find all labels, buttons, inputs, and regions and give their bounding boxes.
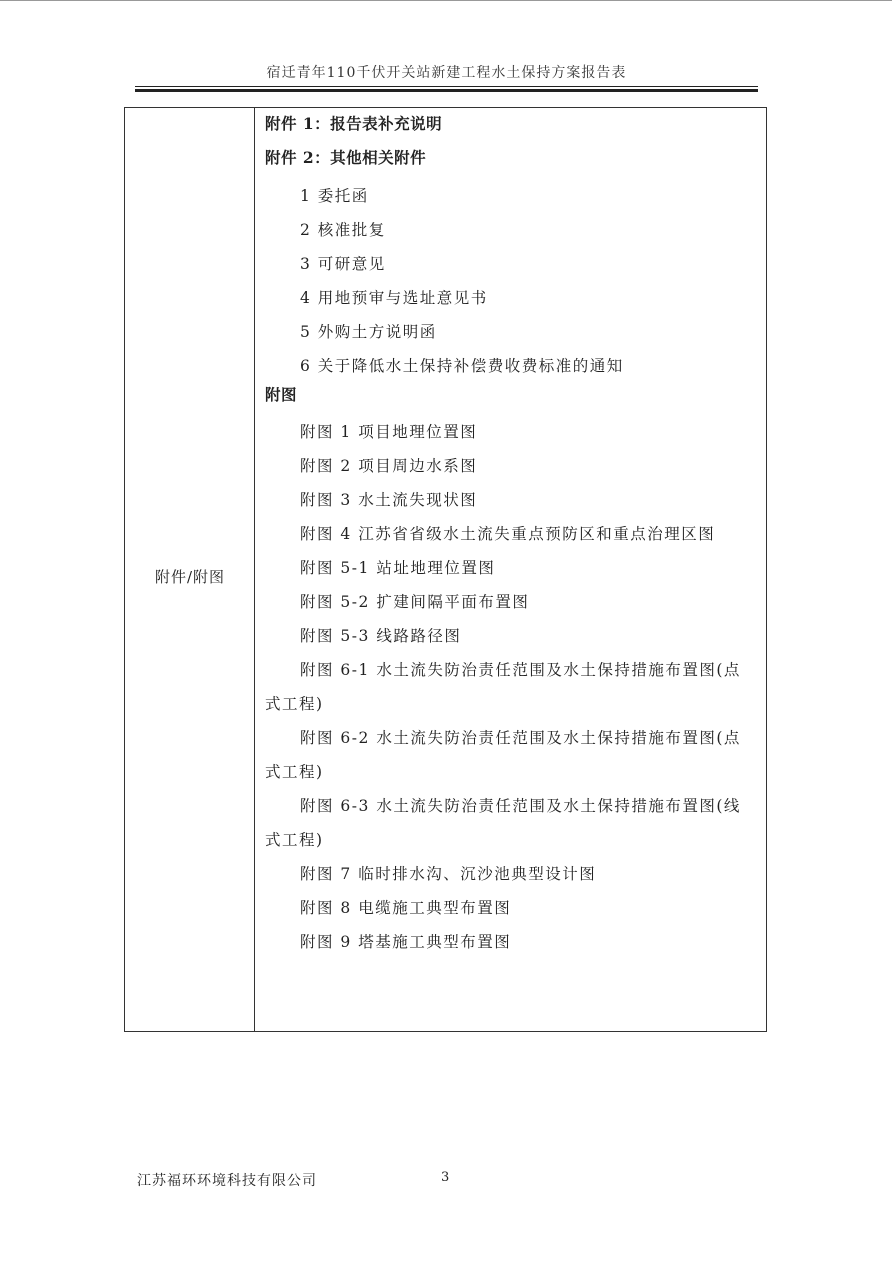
list-item: 2 核准批复 [300,221,386,239]
attachment-1-heading: 附件 1：报告表补充说明 [265,114,443,133]
header-rule-thin [135,86,758,87]
list-item-continuation: 式工程) [265,831,324,849]
header-rule-thick [135,89,758,92]
list-item: 6 关于降低水土保持补偿费收费标准的通知 [300,357,624,375]
list-item: 5 外购土方说明函 [300,323,437,341]
top-border [0,0,892,1]
list-item: 附图 6-3 水土流失防治责任范围及水土保持措施布置图(线 [300,797,741,815]
label-text: 附件/附图 [154,568,226,586]
page-header-title: 宿迁青年110千伏开关站新建工程水土保持方案报告表 [266,65,627,81]
list-item: 3 可研意见 [300,255,386,273]
list-item: 附图 6-2 水土流失防治责任范围及水土保持措施布置图(点 [300,729,741,747]
list-item: 附图 8 电缆施工典型布置图 [300,899,512,917]
footer-company: 江苏福环环境科技有限公司 [137,1173,317,1189]
page-number: 3 [441,1170,450,1185]
list-item: 附图 9 塔基施工典型布置图 [300,933,512,951]
list-item: 附图 5-3 线路路径图 [300,627,462,645]
list-item: 附图 6-1 水土流失防治责任范围及水土保持措施布置图(点 [300,661,741,679]
list-item: 附图 1 项目地理位置图 [300,423,478,441]
list-item: 附图 7 临时排水沟、沉沙池典型设计图 [300,865,597,883]
content-cell [256,108,766,1031]
label-cell [125,108,255,1031]
list-item: 附图 4 江苏省省级水土流失重点预防区和重点治理区图 [300,525,716,543]
list-item: 4 用地预审与选址意见书 [300,289,488,307]
list-item: 附图 2 项目周边水系图 [300,457,478,475]
attachments-table [124,107,767,1032]
list-item: 附图 5-2 扩建间隔平面布置图 [300,593,530,611]
list-item: 附图 5-1 站址地理位置图 [300,559,496,577]
attachment-2-heading: 附件 2：其他相关附件 [265,148,427,167]
list-item: 1 委托函 [300,187,369,205]
list-item: 附图 3 水土流失现状图 [300,491,478,509]
list-item-continuation: 式工程) [265,695,324,713]
list-item-continuation: 式工程) [265,763,324,781]
figures-heading: 附图 [265,385,298,404]
